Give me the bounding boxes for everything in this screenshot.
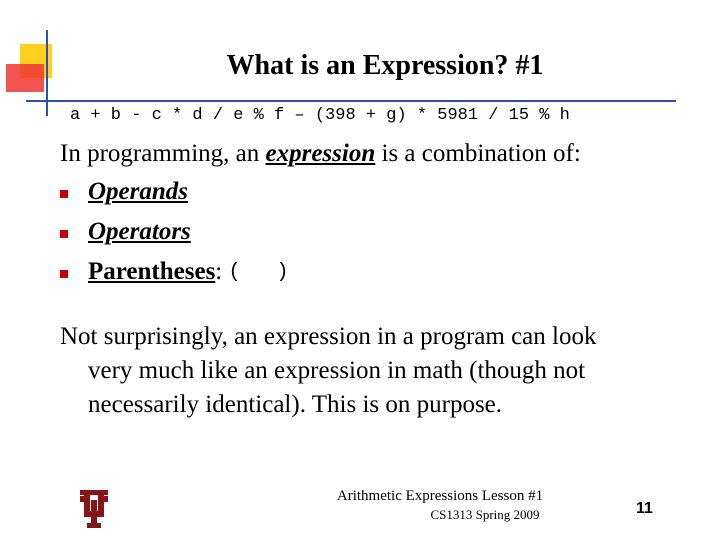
deco-red-square — [6, 64, 44, 92]
explanation-paragraph — [60, 320, 680, 422]
square-bullet-icon — [60, 230, 68, 238]
square-bullet-icon — [60, 270, 68, 278]
footer-term: CS1313 Spring 2009 — [430, 507, 540, 522]
bullet-label: Operands — [88, 178, 189, 205]
bullet-suffix: : — [215, 258, 229, 285]
intro-sentence — [60, 140, 581, 168]
expression-code-line: a + b - c * d / e % f – (398 + g) * 5981 / 15 % h — [70, 106, 570, 125]
bullet-code: ( ) — [228, 260, 289, 284]
paragraph-rest: very much like an expression in math (though not necessarily identical). This is on purpose. — [88, 357, 586, 418]
footer — [320, 488, 560, 523]
bullet-item-operands — [60, 178, 188, 206]
intro-before: In programming, an — [60, 140, 266, 167]
slide-title: What is an Expression? #1 — [226, 50, 544, 81]
deco-blue-vertical-line — [46, 30, 48, 116]
bullet-label: Operators — [88, 218, 191, 245]
bullet-item-operators — [60, 218, 191, 246]
bullet-label: Parentheses — [88, 258, 216, 285]
footer-course-title: Arithmetic Expressions Lesson #1 — [336, 488, 544, 504]
ou-logo-icon — [76, 488, 112, 530]
square-bullet-icon — [60, 190, 68, 198]
intro-emphasis: expression — [265, 140, 376, 167]
paragraph-line-1: Not surprisingly, an expression in a program can look — [60, 323, 597, 350]
deco-blue-horizontal-line — [26, 100, 676, 102]
intro-after: is a combination of: — [375, 140, 581, 167]
bullet-item-parentheses — [60, 258, 289, 286]
page-number: 11 — [636, 500, 653, 517]
